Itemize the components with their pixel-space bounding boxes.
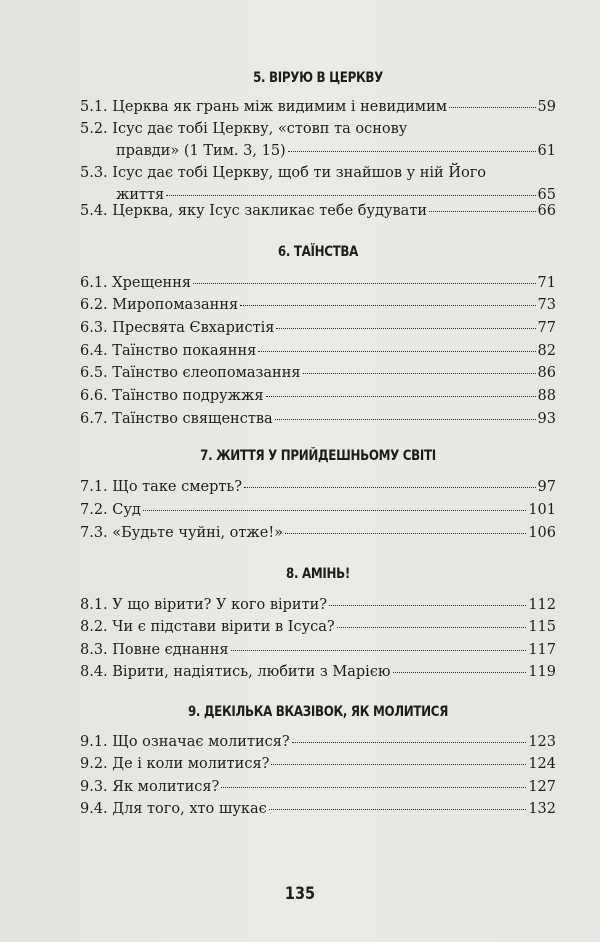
entry-text: 9.4. Для того, хто шукає	[80, 801, 267, 817]
entry-page: 117	[528, 642, 556, 658]
entry-text: 8.4. Вірити, надіятись, любити з Марією	[80, 664, 391, 680]
section-title: 8. АМІНЬ!	[286, 566, 350, 582]
entry-page: 106	[528, 525, 556, 541]
leader-dots	[275, 419, 536, 420]
entry-page: 66	[537, 203, 556, 219]
entry-text: 6.5. Таїнство єлеопомазання	[80, 365, 301, 381]
toc-entry	[80, 200, 556, 222]
toc-entry	[80, 594, 556, 616]
entry-page: 61	[537, 143, 556, 159]
entry-text: 9.2. Де і коли молитися?	[80, 756, 270, 772]
leader-dots	[276, 328, 535, 329]
leader-dots	[288, 151, 536, 152]
toc-entry	[80, 408, 556, 430]
entry-page: 127	[528, 779, 556, 795]
entry-text: 7.1. Що таке смерть?	[80, 479, 243, 495]
entry-text: 6.6. Таїнство подружжя	[80, 388, 264, 404]
toc-entry	[80, 753, 556, 775]
leader-dots	[292, 742, 527, 743]
entry-page: 123	[528, 734, 556, 750]
entry-text: 6.1. Хрещення	[80, 275, 192, 291]
leader-dots	[329, 605, 526, 606]
section-title: 9. ДЕКІЛЬКА ВКАЗІВОК, ЯК МОЛИТИСЯ	[187, 704, 449, 720]
leader-dots	[393, 672, 527, 673]
entry-text: правди» (1 Тим. 3, 15)	[116, 143, 286, 159]
entry-text: 6.2. Миропомазання	[80, 297, 239, 313]
leader-dots	[449, 107, 536, 108]
toc-entry	[80, 476, 556, 498]
entry-page: 124	[528, 756, 556, 772]
entry-text: 9.3. Як молитися?	[80, 779, 220, 795]
entry-text: 5.1. Церква як грань між видимим і невидимим	[80, 99, 448, 115]
toc-entry	[80, 96, 556, 118]
entry-page: 119	[528, 664, 556, 680]
entry-page: 59	[537, 99, 556, 115]
entry-page: 65	[537, 187, 556, 203]
entry-page: 115	[528, 619, 556, 635]
toc-entry	[80, 776, 556, 798]
entry-text: 9.1. Що означає молитися?	[80, 734, 290, 750]
leader-dots	[271, 764, 526, 765]
entry-text: 6.3. Пресвята Євхаристія	[80, 320, 275, 336]
entry-page: 112	[528, 597, 556, 613]
toc-entry	[80, 317, 556, 339]
toc-entry	[80, 798, 556, 820]
entry-text: 5.2. Ісус дає тобі Церкву, «стовп та основу	[80, 121, 408, 137]
section-title: 5. ВІРУЮ В ЦЕРКВУ	[253, 70, 383, 86]
entry-text: 8.1. У що вірити? У кого вірити?	[80, 597, 328, 613]
leader-dots	[337, 627, 527, 628]
section-title: 7. ЖИТТЯ У ПРИЙДЕШНЬОМУ СВІТІ	[200, 448, 436, 464]
entry-page: 86	[537, 365, 556, 381]
leader-dots	[244, 487, 536, 488]
entry-page: 71	[537, 275, 556, 291]
entry-text: 7.3. «Будьте чуйні, отже!»	[80, 525, 284, 541]
toc-entry	[80, 499, 556, 521]
entry-page: 88	[537, 388, 556, 404]
leader-dots	[193, 283, 536, 284]
entry-text: 5.4. Церква, яку Ісус закликає тебе будувати	[80, 203, 428, 219]
leader-dots	[143, 510, 526, 511]
leader-dots	[221, 787, 526, 788]
toc-entry	[80, 118, 556, 162]
leader-dots	[231, 650, 527, 651]
toc-entry	[80, 272, 556, 294]
toc-entry	[80, 522, 556, 544]
toc-entry	[80, 639, 556, 661]
entry-text: 8.3. Повне єднання	[80, 642, 229, 658]
toc-entry	[80, 616, 556, 638]
entry-page: 77	[537, 320, 556, 336]
leader-dots	[166, 195, 535, 196]
toc-entry	[80, 340, 556, 362]
page-number: 135	[284, 884, 316, 904]
toc-entry	[80, 661, 556, 683]
leader-dots	[269, 809, 527, 810]
toc-entry	[80, 385, 556, 407]
entry-page: 101	[528, 502, 556, 518]
leader-dots	[258, 351, 535, 352]
leader-dots	[240, 305, 535, 306]
entry-text: 8.2. Чи є підстави вірити в Ісуса?	[80, 619, 335, 635]
entry-page: 73	[537, 297, 556, 313]
leader-dots	[303, 373, 536, 374]
entry-text: 6.4. Таїнство покаяння	[80, 343, 257, 359]
entry-text: життя	[116, 187, 165, 203]
toc-entry	[80, 294, 556, 316]
entry-text: 7.2. Суд	[80, 502, 141, 518]
entry-text: 5.3. Ісус дає тобі Церкву, щоб ти знайшов у ній Його	[80, 165, 487, 181]
section-title: 6. ТАЇНСТВА	[277, 244, 359, 260]
toc-entry	[80, 362, 556, 384]
leader-dots	[285, 533, 526, 534]
entry-page: 93	[537, 411, 556, 427]
entry-page: 97	[537, 479, 556, 495]
leader-dots	[266, 396, 536, 397]
entry-text: 6.7. Таїнство священства	[80, 411, 273, 427]
toc-entry	[80, 731, 556, 753]
leader-dots	[429, 211, 536, 212]
entry-page: 82	[537, 343, 556, 359]
entry-page: 132	[528, 801, 556, 817]
